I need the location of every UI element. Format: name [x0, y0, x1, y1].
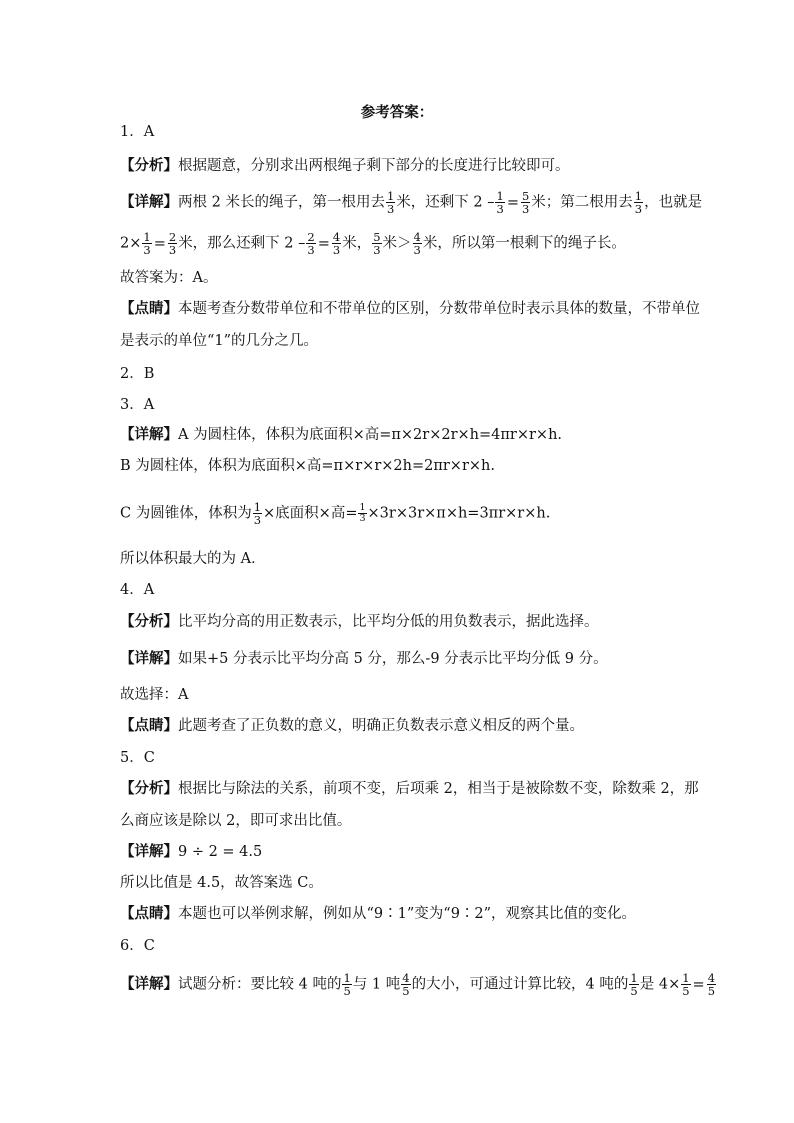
fraction — [707, 972, 716, 997]
q1-heading: 1．A — [120, 124, 155, 140]
q5-comment-text: 本题也可以举例求解，例如从“9∶1”变为“9∶2”，观察其比值的变化。 — [178, 906, 637, 922]
numerator: 1 — [143, 230, 151, 244]
fraction — [681, 972, 690, 997]
numerator: 5 — [521, 189, 530, 203]
q2-heading: 2．B — [120, 366, 155, 382]
q4-analysis-text: 比平均分高的用正数表示，比平均分低的用负数表示，据此选择。 — [178, 614, 599, 630]
fraction — [521, 190, 530, 215]
numerator: 1 — [634, 189, 643, 203]
comment-tag: 【点睛】 — [120, 717, 178, 734]
q1-detail-text: 2× — [120, 235, 142, 252]
fraction — [342, 972, 351, 997]
denominator: 5 — [343, 984, 351, 998]
q4-analysis — [120, 612, 599, 632]
fraction — [253, 501, 262, 526]
comment-tag: 【点睛】 — [120, 905, 178, 922]
numerator: 4 — [402, 971, 410, 985]
numerator: 5 — [373, 230, 381, 244]
q3-heading: 3．A — [120, 397, 155, 413]
equals-sign: = — [692, 976, 705, 993]
denominator: 3 — [373, 243, 381, 257]
q4-heading: 4．A — [120, 582, 155, 598]
fraction — [358, 503, 366, 524]
q5-analysis-line1 — [120, 779, 699, 799]
page-title: 参考答案： — [360, 104, 434, 121]
denominator: 3 — [359, 513, 366, 524]
denominator: 3 — [386, 202, 395, 216]
q6-detail-text: 与 1 吨 — [352, 976, 401, 993]
q1-comment-text: 本题考查分数带单位和不带单位的区别，分数带单位时表示具体的数量，不带单位 — [178, 301, 700, 317]
q3-detail-line1 — [120, 425, 562, 445]
numerator: 4 — [332, 230, 341, 244]
q1-analysis-text: 根据题意，分别求出两根绳子剩下部分的长度进行比较即可。 — [178, 158, 570, 174]
q6-detail-text: 的大小，可通过计算比较，4 吨的 — [411, 976, 629, 993]
q3-detail-line3 — [120, 501, 550, 526]
denominator: 3 — [521, 202, 530, 216]
q1-detail-text: ，也就是 — [644, 194, 703, 211]
numerator: 4 — [413, 230, 421, 244]
q1-answer: 故答案为：A。 — [120, 270, 218, 286]
q1-detail-text: 米，还剩下 2 – — [396, 194, 495, 211]
detail-tag: 【详解】 — [120, 650, 178, 667]
denominator: 5 — [402, 984, 410, 998]
q1-detail-text: 米， — [342, 235, 372, 252]
analysis-tag: 【分析】 — [120, 157, 178, 174]
denominator: 3 — [307, 243, 315, 257]
q6-detail-text: 是 4× — [639, 976, 681, 993]
denominator: 3 — [496, 202, 504, 216]
numerator: 2 — [307, 230, 315, 244]
q1-detail-text: 米，那么还剩下 2 – — [178, 235, 306, 252]
q5-analysis-line2: 么商应该是除以 2，即可求出比值。 — [120, 813, 352, 829]
analysis-tag: 【分析】 — [120, 780, 178, 797]
q1-detail-text: 米，所以第一根剩下的绳子长。 — [422, 235, 626, 252]
q4-comment — [120, 716, 584, 736]
fraction — [332, 231, 341, 256]
numerator: 4 — [707, 971, 716, 985]
q5-answer: 所以比值是 4.5，故答案选 C。 — [120, 875, 323, 891]
denominator: 5 — [707, 984, 716, 998]
q3-detail-text: C 为圆锥体，体积为 — [120, 505, 252, 522]
q4-detail-text: 如果+5 分表示比平均分高 5 分，那么-9 分表示比平均分低 9 分。 — [178, 651, 608, 667]
equals-sign: = — [506, 194, 519, 211]
denominator: 3 — [253, 513, 262, 527]
q5-comment — [120, 904, 636, 924]
detail-tag: 【详解】 — [120, 843, 178, 860]
q3-detail-text: ×底面积×高= — [263, 505, 358, 522]
q1-detail-line1 — [120, 190, 702, 215]
equals-sign: = — [153, 235, 166, 252]
fraction — [629, 972, 638, 997]
denominator: 3 — [413, 243, 421, 257]
detail-tag: 【详解】 — [120, 975, 178, 993]
fraction — [372, 231, 381, 256]
fraction — [401, 972, 410, 997]
denominator: 5 — [682, 984, 690, 998]
numerator: 1 — [253, 500, 262, 514]
numerator: 2 — [168, 230, 177, 244]
denominator: 3 — [168, 243, 177, 257]
fraction — [168, 231, 177, 256]
q5-detail-text: 9 ÷ 2 = 4.5 — [178, 844, 263, 860]
q6-detail — [120, 972, 717, 997]
q1-detail-text: 两根 2 米长的绳子，第一根用去 — [178, 194, 385, 211]
fraction — [413, 231, 422, 256]
denominator: 5 — [630, 984, 638, 998]
numerator: 1 — [496, 189, 504, 203]
q6-detail-text: 试题分析：要比较 4 吨的 — [178, 976, 342, 993]
equals-sign: = — [317, 235, 330, 252]
q1-comment-line2: 是表示的单位“1”的几分之几。 — [120, 333, 319, 349]
denominator: 3 — [634, 202, 643, 216]
fraction — [634, 190, 643, 215]
q1-comment-line1 — [120, 299, 700, 319]
detail-tag: 【详解】 — [120, 193, 178, 211]
q3-detail-line2: B 为圆柱体，体积为底面积×高=π×r×r×2h=2πr×r×h. — [120, 458, 495, 474]
numerator: 1 — [630, 971, 638, 985]
fraction — [142, 231, 151, 256]
numerator: 1 — [682, 971, 690, 985]
q5-detail — [120, 842, 262, 862]
q1-analysis — [120, 156, 570, 176]
numerator: 1 — [359, 502, 366, 513]
detail-tag: 【详解】 — [120, 426, 178, 443]
q5-analysis-text: 根据比与除法的关系，前项不变，后项乘 2，相当于是被除数不变，除数乘 2，那 — [178, 781, 699, 797]
q4-comment-text: 此题考查了正负数的意义，明确正负数表示意义相反的两个量。 — [178, 718, 584, 734]
q4-detail — [120, 649, 608, 669]
q1-detail-text: 米；第二根用去 — [531, 194, 633, 211]
q3-conclusion: 所以体积最大的为 A． — [120, 551, 266, 567]
fraction — [386, 190, 395, 215]
fraction — [495, 190, 504, 215]
q3-detail-text: ×3r×3r×π×h=3πr×r×h. — [367, 505, 551, 522]
q1-detail-text: 米＞ — [382, 235, 412, 252]
comment-tag: 【点睛】 — [120, 300, 178, 317]
numerator: 1 — [343, 971, 351, 985]
numerator: 1 — [386, 189, 395, 203]
fraction — [306, 231, 315, 256]
denominator: 3 — [332, 243, 341, 257]
q6-heading: 6．C — [120, 938, 155, 954]
q1-detail-line2 — [120, 231, 626, 256]
q5-heading: 5．C — [120, 750, 155, 766]
denominator: 3 — [143, 243, 151, 257]
q4-answer: 故选择：A — [120, 687, 189, 703]
q3-detail-text: A 为圆柱体，体积为底面积×高=π×2r×2r×h=4πr×r×h. — [178, 427, 563, 443]
analysis-tag: 【分析】 — [120, 613, 178, 630]
